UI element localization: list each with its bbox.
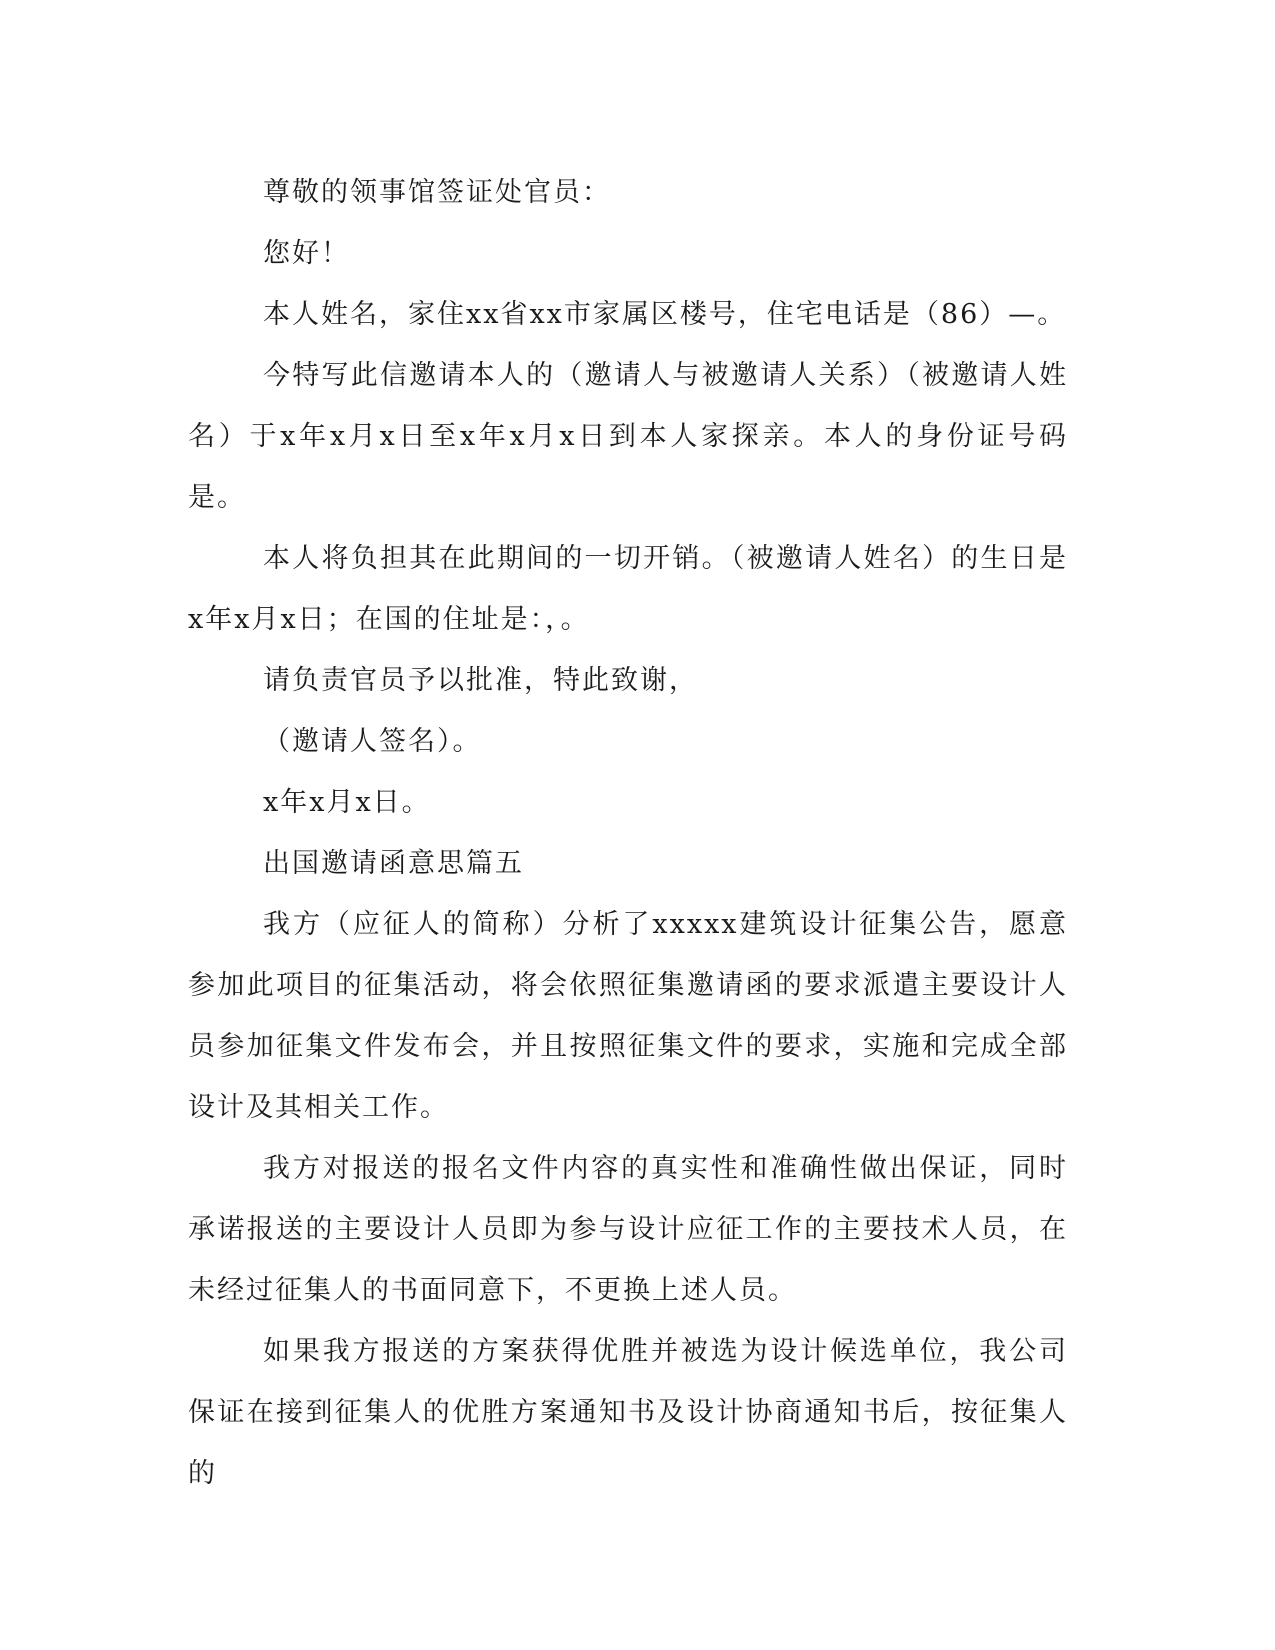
greeting: 您好！ [263, 238, 350, 269]
paragraph-expenses: 本人将负担其在此期间的一切开销。（被邀请人姓名）的生日是x年x月x日；在国的住址是：，。 [188, 543, 1068, 635]
salutation: 尊敬的领事馆签证处官员： [263, 177, 611, 208]
paragraph-commitment: 如果我方报送的方案获得优胜并被选为设计候选单位，我公司保证在接到征集人的优胜方案通知书及设计协商通知书后，按征集人的 [188, 1336, 1068, 1489]
signature-line: （邀请人签名）。 [263, 726, 482, 757]
paragraph-address: 本人姓名，家住xx省xx市家属区楼号，住宅电话是（86）—。 [263, 299, 1067, 330]
section-heading: 出国邀请函意思篇五 [263, 848, 524, 879]
paragraph-request: 请负责官员予以批准，特此致谢， [263, 665, 698, 696]
paragraph-participation: 我方（应征人的简称）分析了xxxxx建筑设计征集公告，愿意参加此项目的征集活动，将会依照征集邀请函的要求派遣主要设计人员参加征集文件发布会，并且按照征集文件的要求，实施和完成全部设计及其相关工作。 [188, 909, 1068, 1123]
paragraph-invitation: 今特写此信邀请本人的（邀请人与被邀请人关系）（被邀请人姓名）于x年x月x日至x年x月x日到本人家探亲。本人的身份证号码是。 [188, 360, 1068, 513]
date-line: x年x月x日。 [263, 787, 431, 818]
paragraph-guarantee: 我方对报送的报名文件内容的真实性和准确性做出保证，同时承诺报送的主要设计人员即为参与设计应征工作的主要技术人员，在未经过征集人的书面同意下，不更换上述人员。 [188, 1153, 1068, 1306]
document-body [188, 162, 1068, 1504]
